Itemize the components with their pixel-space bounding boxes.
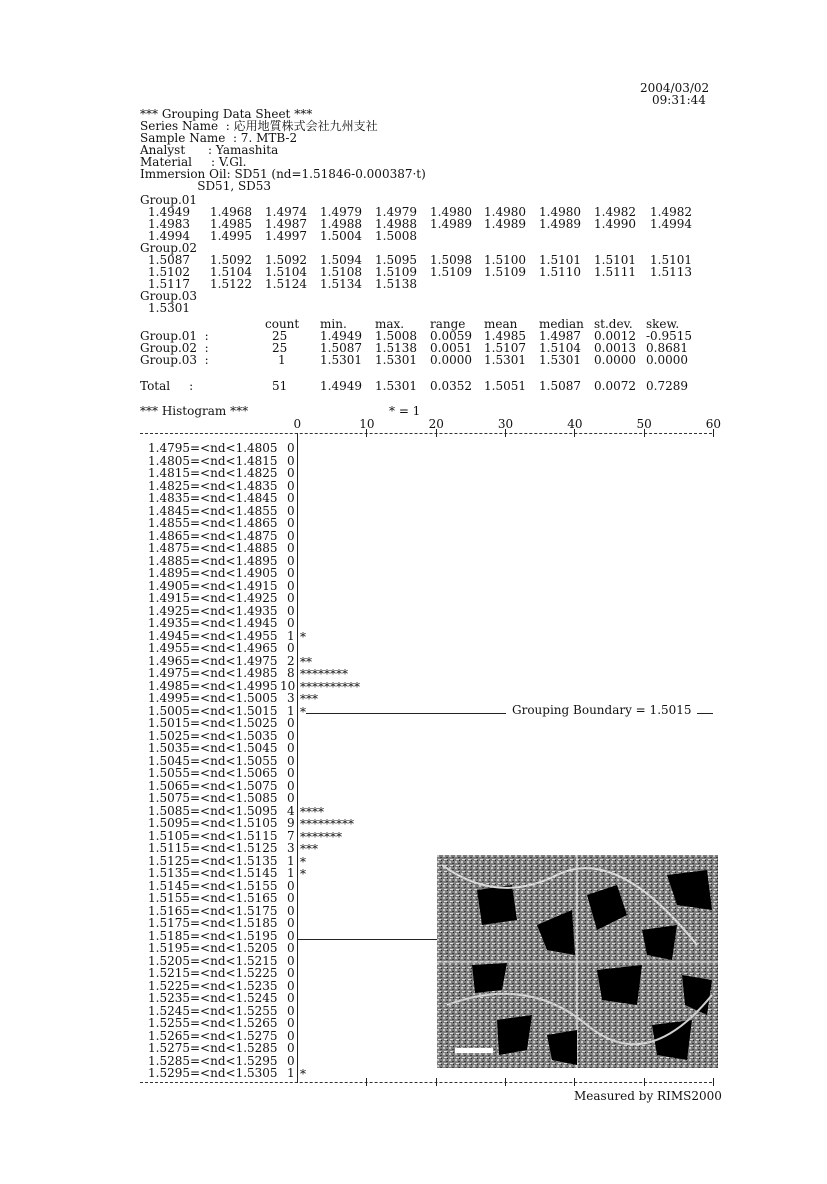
histogram-bin-label: 1.5015=<nd<1.5025	[148, 716, 278, 730]
stats-value: 1.4987	[539, 329, 581, 343]
histogram-bin-label: 1.4905=<nd<1.4915	[148, 578, 278, 593]
group-value: 1.4980	[484, 205, 526, 219]
stats-value: 1.5301	[320, 353, 362, 367]
stats-value: 0.8681	[646, 341, 688, 355]
histogram-count: 0	[287, 878, 295, 893]
histogram-count: 3	[287, 841, 295, 855]
histogram-count: 4	[287, 803, 295, 818]
histogram-count: 0	[287, 928, 295, 943]
histogram-count: 0	[287, 603, 295, 618]
group-value: 1.5108	[320, 265, 362, 279]
histogram-count: 0	[287, 1003, 295, 1018]
stats-header: count	[265, 317, 300, 331]
stats-row-label: Group.02 :	[140, 341, 209, 355]
histogram-count: 0	[287, 466, 295, 480]
header-line: Sample Name : 7. MTB-2	[140, 131, 298, 145]
stats-value: 0.0000	[430, 353, 472, 367]
histogram-bar: *********	[300, 817, 354, 831]
histogram-bin-label: 1.5285=<nd<1.5295	[148, 1053, 278, 1068]
histogram-bar: *	[300, 629, 306, 644]
histogram-count: 9	[287, 816, 295, 830]
group-value: 1.5095	[375, 253, 417, 267]
group-value: 1.4949	[148, 205, 190, 219]
stats-total-value: 51	[272, 379, 288, 393]
group-value: 1.4980	[539, 205, 581, 219]
histogram-bin-label: 1.5075=<nd<1.5085	[148, 791, 278, 805]
histogram-count: 0	[287, 478, 295, 493]
histogram-bar: *******	[300, 829, 342, 844]
header-line: Immersion Oil: SD51 (nd=1.51846-0.000387·t)	[140, 167, 426, 181]
histogram-count: 0	[287, 1016, 295, 1030]
histogram-count: 0	[287, 778, 295, 793]
histogram-bin-label: 1.4865=<nd<1.4875	[148, 528, 278, 543]
histogram-count: 1	[287, 703, 295, 718]
stats-total-value: 0.7289	[646, 379, 688, 393]
group-value: 1.4989	[430, 217, 472, 231]
axis-tick-mark	[366, 429, 367, 437]
group-value: 1.4982	[594, 205, 636, 219]
histogram-bar: ***	[300, 692, 318, 706]
axis-tick-mark	[436, 429, 437, 437]
group-value: 1.5109	[430, 265, 472, 279]
histogram-bin-label: 1.4845=<nd<1.4855	[148, 503, 278, 518]
histogram-bar: *	[300, 867, 306, 881]
group-value: 1.5104	[210, 265, 252, 279]
stats-total-value: 1.4949	[320, 379, 362, 393]
histogram-count: 1	[287, 1066, 295, 1080]
histogram-bin-label: 1.5195=<nd<1.5205	[148, 941, 278, 955]
histogram-count: 0	[287, 1041, 295, 1055]
stats-value: 0.0012	[594, 329, 636, 343]
histogram-bin-label: 1.4925=<nd<1.4935	[148, 603, 278, 618]
stats-value: 1.5008	[375, 329, 417, 343]
histogram-count: 0	[287, 441, 295, 455]
histogram-bar: *	[300, 854, 306, 869]
group-value: 1.5301	[148, 301, 190, 315]
histogram-count: 0	[287, 578, 295, 593]
histogram-bin-label: 1.4795=<nd<1.4805	[148, 441, 278, 455]
group-value: 1.5110	[539, 265, 581, 279]
stats-total-value: 1.5301	[375, 379, 417, 393]
histogram-count: 3	[287, 691, 295, 705]
stats-value: 1	[278, 353, 286, 367]
group-value: 1.5111	[594, 265, 636, 279]
header-line: Analyst : Yamashita	[140, 143, 279, 157]
group-value: 1.5101	[650, 253, 692, 267]
stats-value: 25	[272, 341, 288, 355]
histogram-bin-label: 1.5035=<nd<1.5045	[148, 741, 278, 755]
axis-tick-mark	[644, 429, 645, 437]
axis-tick-label: 30	[497, 417, 514, 431]
stats-header: max.	[375, 317, 405, 331]
histogram-bin-label: 1.5105=<nd<1.5115	[148, 828, 278, 843]
histogram-bin-label: 1.4965=<nd<1.4975	[148, 653, 278, 668]
group-label: Group.01	[140, 193, 198, 207]
stats-total-value: 0.0072	[594, 379, 636, 393]
axis-tick-mark	[505, 429, 506, 437]
histogram-bin-label: 1.5115=<nd<1.5125	[148, 841, 278, 855]
stats-header: median	[539, 317, 584, 331]
axis-tick-mark	[713, 1078, 714, 1086]
histogram-bin-label: 1.5155=<nd<1.5165	[148, 891, 278, 905]
axis-tick-label: 10	[359, 417, 375, 431]
axis-tick-label: 50	[636, 417, 652, 431]
stats-total-label: Total :	[140, 379, 194, 393]
group-value: 1.4994	[650, 217, 692, 231]
histogram-bin-label: 1.5215=<nd<1.5225	[148, 966, 278, 980]
boundary-label: Grouping Boundary = 1.5015	[512, 703, 692, 717]
stats-header: range	[430, 317, 466, 331]
stats-value: 0.0000	[646, 353, 688, 367]
group-value: 1.5008	[375, 229, 417, 243]
histogram-count: 0	[287, 991, 295, 1005]
histogram-bin-label: 1.4945=<nd<1.4955	[148, 628, 278, 643]
histogram-bin-label: 1.4835=<nd<1.4845	[148, 491, 278, 505]
axis-tick-mark	[366, 1078, 367, 1086]
axis-tick-mark	[713, 429, 714, 437]
histogram-count: 0	[287, 903, 295, 918]
histogram-count: 0	[287, 553, 295, 568]
header-line: Series Name : 応用地質株式会社九州支社	[140, 119, 378, 133]
stats-total-value: 0.0352	[430, 379, 472, 393]
group-value: 1.5124	[265, 277, 307, 291]
histogram-bar: ***	[300, 842, 318, 856]
histogram-count: 0	[287, 941, 295, 955]
stats-total-value: 1.5087	[539, 379, 581, 393]
histogram-bin-label: 1.5145=<nd<1.5155	[148, 878, 278, 893]
group-value: 1.4994	[148, 229, 190, 243]
group-value: 1.4987	[265, 217, 307, 231]
histogram-zero-line	[297, 433, 298, 1083]
group-value: 1.5102	[148, 265, 190, 279]
histogram-bin-label: 1.5265=<nd<1.5275	[148, 1028, 278, 1043]
group-label: Group.02	[140, 241, 198, 255]
boundary-line-1	[306, 713, 506, 714]
histogram-bin-label: 1.5045=<nd<1.5055	[148, 753, 278, 768]
stats-row-label: Group.03 :	[140, 353, 209, 367]
histogram-count: 10	[280, 678, 296, 693]
histogram-bin-label: 1.5135=<nd<1.5145	[148, 866, 278, 880]
axis-tick-label: 40	[567, 417, 583, 431]
histogram-count: 0	[287, 716, 295, 730]
axis-tick-label: 20	[428, 417, 444, 431]
axis-tick-mark	[574, 429, 575, 437]
group-value: 1.5098	[430, 253, 472, 267]
group-value: 1.5101	[594, 253, 636, 267]
stats-header: skew.	[646, 317, 680, 331]
histogram-count: 8	[287, 666, 295, 680]
group-value: 1.5087	[148, 253, 190, 267]
group-value: 1.4997	[265, 229, 307, 243]
group-value: 1.4995	[210, 229, 252, 243]
group-value: 1.4979	[320, 205, 362, 219]
histogram-bin-label: 1.4915=<nd<1.4925	[148, 591, 278, 605]
histogram-count: 0	[287, 978, 295, 993]
header-line: Material : V.Gl.	[140, 155, 247, 169]
group-value: 1.5138	[375, 277, 417, 291]
axis-tick-mark	[574, 1078, 575, 1086]
group-value: 1.5122	[210, 277, 252, 291]
group-value: 1.5100	[484, 253, 526, 267]
stats-value: 0.0013	[594, 341, 636, 355]
stats-value: 0.0000	[594, 353, 636, 367]
group-value: 1.4988	[375, 217, 417, 231]
stats-header: st.dev.	[594, 317, 633, 331]
histogram-scale-note: * = 1	[389, 404, 421, 418]
histogram-bin-label: 1.5085=<nd<1.5095	[148, 803, 278, 818]
stats-value: 1.5104	[539, 341, 581, 355]
histogram-bar: **********	[300, 679, 360, 694]
stats-value: 1.5301	[375, 353, 417, 367]
group-value: 1.4979	[375, 205, 417, 219]
histogram-count: 0	[287, 566, 295, 580]
histogram-count: 0	[287, 1053, 295, 1068]
report-time: 09:31:44	[652, 93, 706, 107]
group-value: 1.5092	[265, 253, 307, 267]
stats-header: min.	[320, 317, 347, 331]
histogram-bar: *	[300, 704, 306, 719]
group-value: 1.4980	[430, 205, 472, 219]
histogram-count: 2	[287, 653, 295, 668]
group-value: 1.5109	[484, 265, 526, 279]
histogram-count: 0	[287, 916, 295, 930]
histogram-count: 0	[287, 541, 295, 555]
group-value: 1.4974	[265, 205, 307, 219]
histogram-bin-label: 1.4805=<nd<1.4815	[148, 453, 278, 468]
stats-value: 0.0051	[430, 341, 472, 355]
histogram-bin-label: 1.4855=<nd<1.4865	[148, 516, 278, 530]
group-value: 1.5113	[650, 265, 692, 279]
histogram-bin-label: 1.5245=<nd<1.5255	[148, 1003, 278, 1018]
stats-value: 25	[272, 329, 288, 343]
micrograph-photo	[437, 855, 718, 1068]
histogram-bin-label: 1.5055=<nd<1.5065	[148, 766, 278, 780]
histogram-bin-label: 1.5185=<nd<1.5195	[148, 928, 278, 943]
histogram-title: *** Histogram ***	[140, 404, 249, 418]
histogram-count: 0	[287, 753, 295, 768]
group-value: 1.4990	[594, 217, 636, 231]
histogram-bar: ****	[300, 804, 324, 819]
histogram-bin-label: 1.5005=<nd<1.5015	[148, 703, 278, 718]
group-value: 1.5109	[375, 265, 417, 279]
histogram-count: 0	[287, 953, 295, 968]
histogram-bin-label: 1.5065=<nd<1.5075	[148, 778, 278, 793]
group-value: 1.5092	[210, 253, 252, 267]
histogram-count: 1	[287, 853, 295, 868]
histogram-count: 0	[287, 891, 295, 905]
stats-value: 1.4949	[320, 329, 362, 343]
histogram-count: 0	[287, 503, 295, 518]
stats-value: 0.0059	[430, 329, 472, 343]
histogram-bin-label: 1.5175=<nd<1.5185	[148, 916, 278, 930]
histogram-count: 1	[287, 866, 295, 880]
histogram-count: 0	[287, 741, 295, 755]
histogram-count: 0	[287, 491, 295, 505]
histogram-count: 0	[287, 791, 295, 805]
histogram-bin-label: 1.4825=<nd<1.4835	[148, 478, 278, 493]
axis-tick-mark	[505, 1078, 506, 1086]
histogram-count: 0	[287, 641, 295, 655]
stats-value: 1.4985	[484, 329, 526, 343]
histogram-bar: ********	[300, 667, 348, 681]
group-value: 1.5117	[148, 277, 190, 291]
histogram-count: 1	[287, 628, 295, 643]
histogram-count: 0	[287, 766, 295, 780]
histogram-bin-label: 1.5165=<nd<1.5175	[148, 903, 278, 918]
histogram-bin-label: 1.4885=<nd<1.4895	[148, 553, 278, 568]
histogram-count: 7	[287, 828, 295, 843]
histogram-count: 0	[287, 966, 295, 980]
group-value: 1.4968	[210, 205, 252, 219]
histogram-bin-label: 1.5025=<nd<1.5035	[148, 728, 278, 743]
histogram-count: 0	[287, 528, 295, 543]
stats-header: mean	[484, 317, 518, 331]
histogram-bin-label: 1.4995=<nd<1.5005	[148, 691, 278, 705]
axis-tick-mark	[644, 1078, 645, 1086]
group-value: 1.4989	[539, 217, 581, 231]
histogram-bin-label: 1.4985=<nd<1.4995	[148, 678, 278, 693]
group-value: 1.4989	[484, 217, 526, 231]
group-value: 1.5104	[265, 265, 307, 279]
histogram-count: 0	[287, 453, 295, 468]
stats-total-value: 1.5051	[484, 379, 526, 393]
stats-value: 1.5301	[539, 353, 581, 367]
footer-note: Measured by RIMS2000	[574, 1089, 722, 1103]
axis-bottom-line	[140, 1082, 712, 1083]
sheet-title: *** Grouping Data Sheet ***	[140, 107, 313, 121]
histogram-count: 0	[287, 516, 295, 530]
histogram-count: 0	[287, 616, 295, 630]
histogram-count: 0	[287, 1028, 295, 1043]
histogram-count: 0	[287, 728, 295, 743]
histogram-bin-label: 1.4955=<nd<1.4965	[148, 641, 278, 655]
group-value: 1.4983	[148, 217, 190, 231]
histogram-bin-label: 1.4875=<nd<1.4885	[148, 541, 278, 555]
histogram-bar: *	[300, 1067, 306, 1081]
group-value: 1.4982	[650, 205, 692, 219]
histogram-bin-label: 1.4895=<nd<1.4905	[148, 566, 278, 580]
stats-row-label: Group.01 :	[140, 329, 209, 343]
boundary-line-1-tail	[697, 713, 713, 714]
stats-value: 1.5301	[484, 353, 526, 367]
group-value: 1.5134	[320, 277, 362, 291]
histogram-bin-label: 1.5225=<nd<1.5235	[148, 978, 278, 993]
group-label: Group.03	[140, 289, 198, 303]
histogram-bin-label: 1.4935=<nd<1.4945	[148, 616, 278, 630]
stats-value: 1.5087	[320, 341, 362, 355]
histogram-bin-label: 1.5295=<nd<1.5305	[148, 1066, 278, 1080]
histogram-bin-label: 1.4815=<nd<1.4825	[148, 466, 278, 480]
stats-value: -0.9515	[646, 329, 693, 343]
histogram-bin-label: 1.5275=<nd<1.5285	[148, 1041, 278, 1055]
report-date: 2004/03/02	[640, 81, 710, 95]
boundary-line-2	[298, 939, 438, 940]
histogram-bar: **	[300, 654, 312, 669]
micrograph-image	[437, 855, 718, 1068]
histogram-bin-label: 1.5235=<nd<1.5245	[148, 991, 278, 1005]
group-value: 1.4985	[210, 217, 252, 231]
group-value: 1.5101	[539, 253, 581, 267]
axis-top-line	[140, 433, 712, 434]
stats-value: 1.5107	[484, 341, 526, 355]
axis-tick-label: 60	[705, 417, 722, 431]
group-value: 1.5094	[320, 253, 362, 267]
axis-tick-label: 0	[293, 417, 302, 431]
header-line: SD51, SD53	[140, 179, 272, 193]
histogram-bin-label: 1.5125=<nd<1.5135	[148, 853, 278, 868]
histogram-bin-label: 1.5095=<nd<1.5105	[148, 816, 278, 830]
axis-tick-mark	[436, 1078, 437, 1086]
group-value: 1.4988	[320, 217, 362, 231]
histogram-bin-label: 1.5205=<nd<1.5215	[148, 953, 278, 968]
group-value: 1.5004	[320, 229, 362, 243]
stats-value: 1.5138	[375, 341, 417, 355]
histogram-bin-label: 1.5255=<nd<1.5265	[148, 1016, 278, 1030]
histogram-bin-label: 1.4975=<nd<1.4985	[148, 666, 278, 680]
histogram-count: 0	[287, 591, 295, 605]
